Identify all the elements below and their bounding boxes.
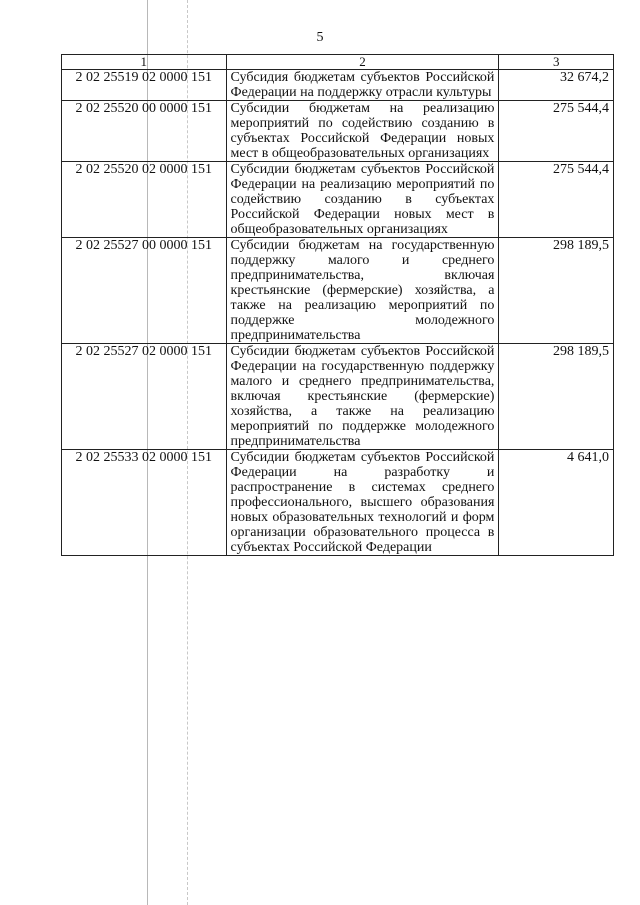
table-row xyxy=(62,101,614,162)
row-code: 2 02 25519 02 0000 151 xyxy=(62,70,227,101)
row-amount: 275 544,4 xyxy=(499,101,614,162)
table-row xyxy=(62,450,614,556)
table-row xyxy=(62,162,614,238)
row-code: 2 02 25533 02 0000 151 xyxy=(62,450,227,556)
row-name: Субсидии бюджетам на государственную поддержку малого и среднего предпринимательства, включая крестьянские (фермерские) хозяйства, а также на реализацию мероприятий по поддержке молодежного предпринимательства xyxy=(226,238,499,344)
row-name: Субсидии бюджетам субъектов Российской Федерации на реализацию мероприятий по содействию созданию в субъектах Российской Федерации новых мест в общеобразовательных организациях xyxy=(226,162,499,238)
column-header-amount: 3 xyxy=(499,55,614,70)
row-name: Субсидии бюджетам субъектов Российской Федерации на государственную поддержку малого и среднего предпринимательства, включая крестьянские (фермерские) хозяйства, а также на реализацию мероприятий по поддержке молодежного предпринимательства xyxy=(226,344,499,450)
table-row xyxy=(62,238,614,344)
row-code: 2 02 25527 02 0000 151 xyxy=(62,344,227,450)
row-amount: 32 674,2 xyxy=(499,70,614,101)
page-number: 5 xyxy=(316,30,324,45)
row-name: Субсидии бюджетам субъектов Российской Федерации на разработку и распространение в системах среднего профессионального, высшего образования новых образовательных технологий и форм организации образовательного процесса в субъектах Российской Федерации xyxy=(226,450,499,556)
row-amount: 4 641,0 xyxy=(499,450,614,556)
table-header-row xyxy=(62,55,614,70)
row-amount: 298 189,5 xyxy=(499,344,614,450)
column-header-name: 2 xyxy=(226,55,499,70)
row-name: Субсидия бюджетам субъектов Российской Федерации на поддержку отрасли культуры xyxy=(226,70,499,101)
row-code: 2 02 25527 00 0000 151 xyxy=(62,238,227,344)
row-amount: 298 189,5 xyxy=(499,238,614,344)
column-header-code: 1 xyxy=(62,55,227,70)
row-amount: 275 544,4 xyxy=(499,162,614,238)
row-name: Субсидии бюджетам на реализацию мероприятий по содействию созданию в субъектах Российской Федерации новых мест в общеобразовательных организациях xyxy=(226,101,499,162)
budget-table xyxy=(61,54,614,556)
table-row xyxy=(62,344,614,450)
row-code: 2 02 25520 02 0000 151 xyxy=(62,162,227,238)
table-row xyxy=(62,70,614,101)
row-code: 2 02 25520 00 0000 151 xyxy=(62,101,227,162)
